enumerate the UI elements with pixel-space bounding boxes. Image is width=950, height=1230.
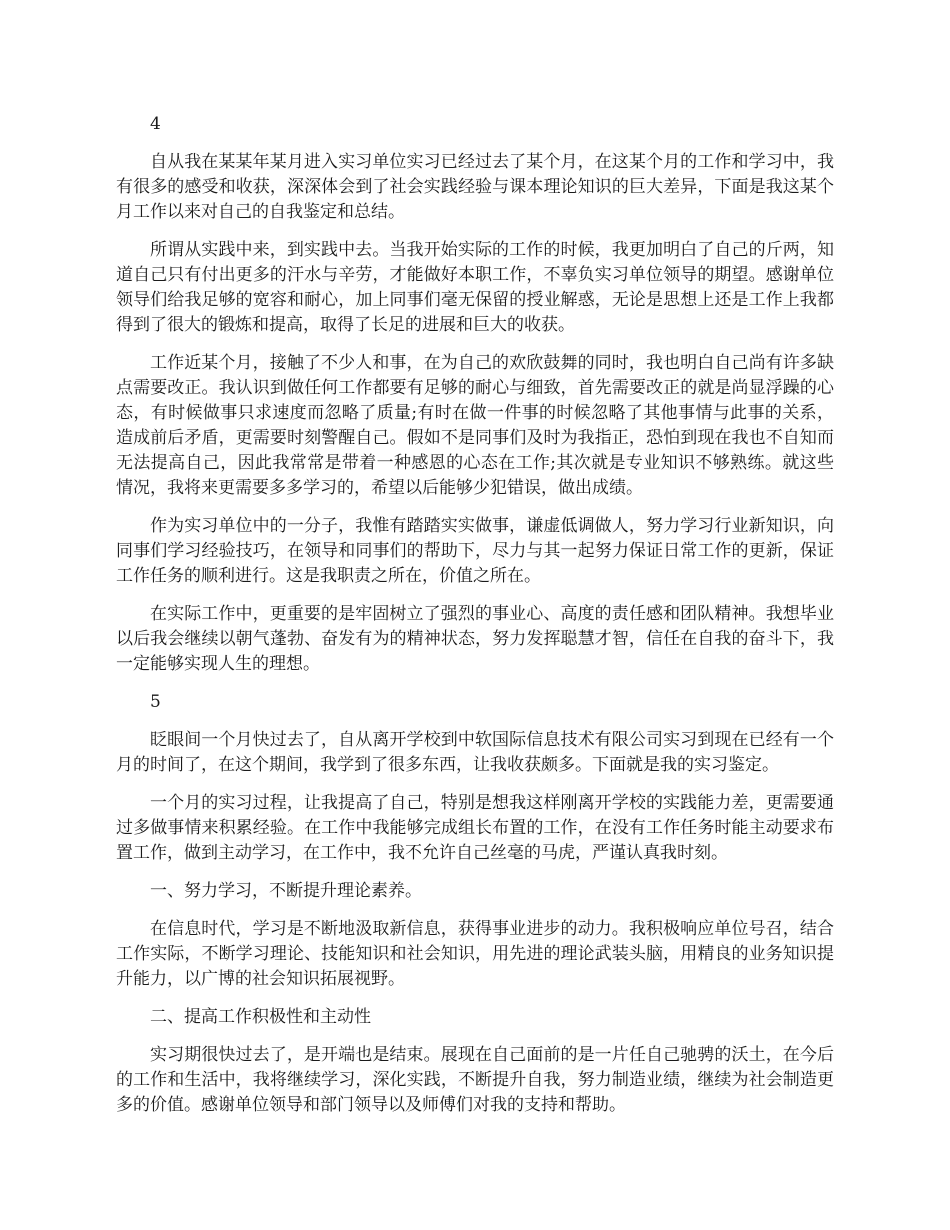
paragraph: 工作近某个月，接触了不少人和事，在为自己的欢欣鼓舞的同时，我也明白自己尚有许多缺点需要改正。我认识到做任何工作都要有足够的耐心与细致，首先需要改正的就是尚显浮躁的心态，有时候做事只求速度而忽略了质量;有时在做一件事的时候忽略了其他事情与此事的关系，造成前后矛盾，更需要时刻警醒自己。假如不是同事们及时为我指正，恐怕到现在我也不自知而无法提高自己，因此我常常是带着一种感恩的心态在工作;其次就是专业知识不够熟练。就这些情况，我将来更需要多多学习的，希望以后能够少犯错误，做出成绩。	[116, 353, 834, 498]
paragraph: 在信息时代，学习是不断地汲取新信息，获得事业进步的动力。我积极响应单位号召，结合工作实际，不断学习理论、技能知识和社会知识，用先进的理论武装头脑，用精良的业务知识提升能力，以广博的社会知识拓展视野。	[116, 919, 834, 989]
paragraph: 作为实习单位中的一分子，我惟有踏踏实实做事，谦虚低调做人，努力学习行业新知识，向同事们学习经验技巧，在领导和同事们的帮助下，尽力与其一起努力保证日常工作的更新，保证工作任务的顺利进行。这是我职责之所在，价值之所在。	[116, 516, 834, 586]
paragraph: 实习期很快过去了，是开端也是结束。展现在自己面前的是一片任自己驰骋的沃土，在今后的工作和生活中，我将继续学习，深化实践，不断提升自我，努力制造业绩，继续为社会制造更多的价值。感谢单位领导和部门领导以及师傅们对我的支持和帮助。	[116, 1045, 834, 1115]
paragraph: 自从我在某某年某月进入实习单位实习已经过去了某个月，在这某个月的工作和学习中，我有很多的感受和收获，深深体会到了社会实践经验与课本理论知识的巨大差异，下面是我这某个月工作以来对自己的自我鉴定和总结。	[116, 152, 834, 222]
paragraph: 所谓从实践中来，到实践中去。当我开始实际的工作的时候，我更加明白了自己的斤两，知道自己只有付出更多的汗水与辛劳，才能做好本职工作，不辜负实习单位领导的期望。感谢单位领导们给我足够的宽容和耐心，加上同事们毫无保留的授业解惑，无论是思想上还是工作上我都得到了很大的锻炼和提高，取得了长足的进展和巨大的收获。	[116, 240, 834, 335]
subheading: 二、提高工作积极性和主动性	[150, 1007, 371, 1027]
document-page	[116, 112, 834, 1131]
section-number: 4	[150, 114, 161, 134]
paragraph: 在实际工作中，更重要的是牢固树立了强烈的事业心、高度的责任感和团队精神。我想毕业以后我会继续以朝气蓬勃、奋发有为的精神状态，努力发挥聪慧才智，信任在自我的奋斗下，我一定能够实现人生的理想。	[116, 604, 834, 674]
paragraph: 眨眼间一个月快过去了，自从离开学校到中软国际信息技术有限公司实习到现在已经有一个月的时间了，在这个期间，我学到了很多东西，让我收获颇多。下面就是我的实习鉴定。	[116, 730, 834, 775]
section-number: 5	[150, 692, 161, 712]
paragraph: 一个月的实习过程，让我提高了自己，特别是想我这样刚离开学校的实践能力差，更需要通过多做事情来积累经验。在工作中我能够完成组长布置的工作，在没有工作任务时能主动要求布置工作，做到主动学习，在工作中，我不允许自己丝毫的马虎，严谨认真我时刻。	[116, 793, 834, 863]
subheading: 一、努力学习，不断提升理论素养。	[150, 881, 422, 901]
